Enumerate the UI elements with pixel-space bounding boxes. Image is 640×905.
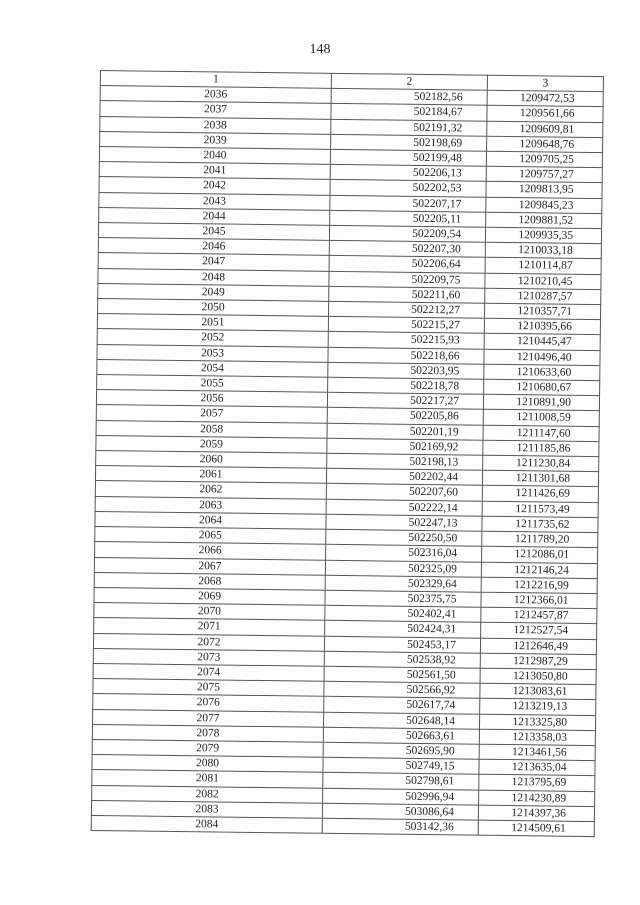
x-coordinate-cell: 502169,92: [327, 438, 483, 455]
x-coordinate-cell: 502198,69: [331, 134, 487, 151]
x-coordinate-cell: 502222,14: [326, 499, 482, 516]
y-coordinate-cell: 1213358,03: [479, 729, 595, 746]
x-coordinate-cell: 502215,93: [328, 332, 484, 349]
x-coordinate-cell: 502199,48: [330, 149, 486, 166]
point-number-cell: 2061: [95, 466, 326, 484]
x-coordinate-cell: 502202,53: [330, 180, 486, 197]
point-number-cell: 2048: [98, 268, 329, 286]
y-coordinate-cell: 1210680,67: [484, 379, 600, 396]
y-coordinate-cell: 1212146,24: [481, 562, 597, 579]
x-coordinate-cell: 502329,64: [325, 575, 481, 592]
point-number-cell: 2084: [91, 815, 322, 833]
x-coordinate-cell: 502218,78: [328, 377, 484, 394]
y-coordinate-cell: 1210210,45: [485, 273, 601, 290]
y-coordinate-cell: 1213795,69: [479, 775, 595, 792]
point-number-cell: 2040: [99, 147, 330, 165]
y-coordinate-cell: 1211008,59: [483, 410, 599, 427]
column-header-2: 2: [331, 73, 487, 90]
point-number-cell: 2055: [97, 375, 328, 393]
y-coordinate-cell: 1214230,89: [479, 790, 595, 807]
y-coordinate-cell: 1210114,87: [485, 258, 601, 275]
point-number-cell: 2041: [99, 162, 330, 180]
point-number-cell: 2044: [99, 207, 330, 225]
y-coordinate-cell: 1213461,56: [479, 744, 595, 761]
point-number-cell: 2049: [98, 283, 329, 301]
x-coordinate-cell: 502206,64: [329, 256, 485, 273]
point-number-cell: 2054: [97, 359, 328, 377]
x-coordinate-cell: 502211,60: [329, 286, 485, 303]
y-coordinate-cell: 1209813,95: [486, 182, 602, 199]
x-coordinate-cell: 502205,11: [330, 210, 486, 227]
point-number-cell: 2058: [96, 420, 327, 438]
x-coordinate-cell: 502207,17: [330, 195, 486, 212]
x-coordinate-cell: 502617,74: [324, 697, 480, 714]
point-number-cell: 2081: [92, 770, 323, 788]
point-number-cell: 2046: [98, 238, 329, 256]
point-number-cell: 2076: [93, 694, 324, 712]
point-number-cell: 2070: [94, 603, 325, 621]
x-coordinate-cell: 502424,31: [325, 621, 481, 638]
point-number-cell: 2059: [96, 435, 327, 453]
x-coordinate-cell: 502250,50: [326, 529, 482, 546]
x-coordinate-cell: 502202,44: [326, 469, 482, 486]
x-coordinate-cell: 503086,64: [322, 803, 478, 820]
y-coordinate-cell: 1212086,01: [482, 546, 598, 563]
x-coordinate-cell: 502198,13: [327, 453, 483, 470]
x-coordinate-cell: 502453,17: [324, 636, 480, 653]
y-coordinate-cell: 1211147,60: [483, 425, 599, 442]
point-number-cell: 2038: [100, 116, 331, 134]
y-coordinate-cell: 1211301,68: [482, 470, 598, 487]
point-number-cell: 2067: [94, 557, 325, 575]
y-coordinate-cell: 1212366,01: [481, 592, 597, 609]
point-number-cell: 2047: [98, 253, 329, 271]
x-coordinate-cell: 502207,30: [329, 241, 485, 258]
column-header-3: 3: [487, 75, 603, 92]
x-coordinate-cell: 502206,13: [330, 165, 486, 182]
point-number-cell: 2066: [95, 542, 326, 560]
x-coordinate-cell: 502325,09: [325, 560, 481, 577]
y-coordinate-cell: 1210287,57: [485, 288, 601, 305]
x-coordinate-cell: 502205,86: [327, 408, 483, 425]
y-coordinate-cell: 1210445,47: [484, 334, 600, 351]
y-coordinate-cell: 1212987,29: [480, 653, 596, 670]
point-number-cell: 2074: [93, 663, 324, 681]
point-number-cell: 2056: [96, 390, 327, 408]
point-number-cell: 2064: [95, 511, 326, 529]
x-coordinate-cell: 502663,61: [323, 727, 479, 744]
x-coordinate-cell: 502209,75: [329, 271, 485, 288]
table-body: [91, 86, 603, 837]
y-coordinate-cell: 1211185,86: [483, 440, 599, 457]
point-number-cell: 2072: [93, 633, 324, 651]
x-coordinate-cell: 502184,67: [331, 104, 487, 121]
x-coordinate-cell: 502218,66: [328, 347, 484, 364]
point-number-cell: 2036: [100, 86, 331, 104]
x-coordinate-cell: 502247,13: [326, 514, 482, 531]
coordinates-table-container: [91, 70, 604, 837]
y-coordinate-cell: 1213325,80: [479, 714, 595, 731]
y-coordinate-cell: 1212527,54: [481, 623, 597, 640]
point-number-cell: 2063: [95, 496, 326, 514]
page-number: 148: [309, 42, 331, 57]
point-number-cell: 2077: [93, 709, 324, 727]
x-coordinate-cell: 502203,95: [328, 362, 484, 379]
y-coordinate-cell: 1211789,20: [482, 531, 598, 548]
y-coordinate-cell: 1212646,49: [480, 638, 596, 655]
point-number-cell: 2053: [97, 344, 328, 362]
y-coordinate-cell: 1214509,61: [478, 820, 594, 837]
y-coordinate-cell: 1209705,25: [486, 151, 602, 168]
x-coordinate-cell: 502215,27: [328, 317, 484, 334]
y-coordinate-cell: 1209757,27: [486, 166, 602, 183]
y-coordinate-cell: 1210033,18: [485, 242, 601, 259]
x-coordinate-cell: 502316,04: [326, 545, 482, 562]
y-coordinate-cell: 1213050,80: [480, 668, 596, 685]
y-coordinate-cell: 1212216,99: [481, 577, 597, 594]
x-coordinate-cell: 502201,19: [327, 423, 483, 440]
x-coordinate-cell: 502695,90: [323, 742, 479, 759]
y-coordinate-cell: 1210891,90: [483, 394, 599, 411]
y-coordinate-cell: 1212457,87: [481, 607, 597, 624]
x-coordinate-cell: 502538,92: [324, 651, 480, 668]
x-coordinate-cell: 502212,27: [329, 301, 485, 318]
x-coordinate-cell: 502182,56: [331, 89, 487, 106]
point-number-cell: 2082: [92, 785, 323, 803]
point-number-cell: 2050: [98, 299, 329, 317]
point-number-cell: 2083: [91, 800, 322, 818]
y-coordinate-cell: 1209609,81: [487, 121, 603, 138]
point-number-cell: 2051: [97, 314, 328, 332]
point-number-cell: 2080: [92, 755, 323, 773]
x-coordinate-cell: 502217,27: [327, 393, 483, 410]
y-coordinate-cell: 1213083,61: [480, 683, 596, 700]
point-number-cell: 2068: [94, 572, 325, 590]
x-coordinate-cell: 503142,36: [322, 818, 478, 835]
point-number-cell: 2042: [99, 177, 330, 195]
point-number-cell: 2079: [92, 739, 323, 757]
point-number-cell: 2037: [100, 101, 331, 119]
y-coordinate-cell: 1210357,71: [484, 303, 600, 320]
y-coordinate-cell: 1210496,40: [484, 349, 600, 366]
y-coordinate-cell: 1213635,04: [479, 759, 595, 776]
column-header-1: 1: [100, 71, 331, 89]
point-number-cell: 2078: [92, 724, 323, 742]
y-coordinate-cell: 1210395,66: [484, 318, 600, 335]
y-coordinate-cell: 1209472,53: [487, 90, 603, 107]
y-coordinate-cell: 1211573,49: [482, 501, 598, 518]
x-coordinate-cell: 502375,75: [325, 590, 481, 607]
x-coordinate-cell: 502648,14: [323, 712, 479, 729]
point-number-cell: 2071: [94, 618, 325, 636]
x-coordinate-cell: 502996,94: [323, 788, 479, 805]
x-coordinate-cell: 502566,92: [324, 681, 480, 698]
point-number-cell: 2045: [98, 223, 329, 241]
x-coordinate-cell: 502749,15: [323, 757, 479, 774]
y-coordinate-cell: 1209845,23: [486, 197, 602, 214]
x-coordinate-cell: 502209,54: [329, 225, 485, 242]
y-coordinate-cell: 1211735,62: [482, 516, 598, 533]
x-coordinate-cell: 502798,61: [323, 773, 479, 790]
x-coordinate-cell: 502191,32: [331, 119, 487, 136]
y-coordinate-cell: 1211230,84: [483, 455, 599, 472]
coordinates-table: [91, 70, 604, 837]
y-coordinate-cell: 1209881,52: [486, 212, 602, 229]
point-number-cell: 2075: [93, 679, 324, 697]
point-number-cell: 2043: [99, 192, 330, 210]
point-number-cell: 2039: [100, 131, 331, 149]
point-number-cell: 2065: [95, 527, 326, 545]
y-coordinate-cell: 1213219,13: [480, 699, 596, 716]
y-coordinate-cell: 1211426,69: [482, 486, 598, 503]
x-coordinate-cell: 502207,60: [326, 484, 482, 501]
point-number-cell: 2062: [95, 481, 326, 499]
point-number-cell: 2057: [96, 405, 327, 423]
y-coordinate-cell: 1209561,66: [487, 106, 603, 123]
y-coordinate-cell: 1214397,36: [478, 805, 594, 822]
x-coordinate-cell: 502402,41: [325, 605, 481, 622]
y-coordinate-cell: 1210633,60: [484, 364, 600, 381]
point-number-cell: 2069: [94, 587, 325, 605]
point-number-cell: 2052: [97, 329, 328, 347]
point-number-cell: 2073: [93, 648, 324, 666]
point-number-cell: 2060: [96, 451, 327, 469]
y-coordinate-cell: 1209935,35: [485, 227, 601, 244]
y-coordinate-cell: 1209648,76: [487, 136, 603, 153]
x-coordinate-cell: 502561,50: [324, 666, 480, 683]
